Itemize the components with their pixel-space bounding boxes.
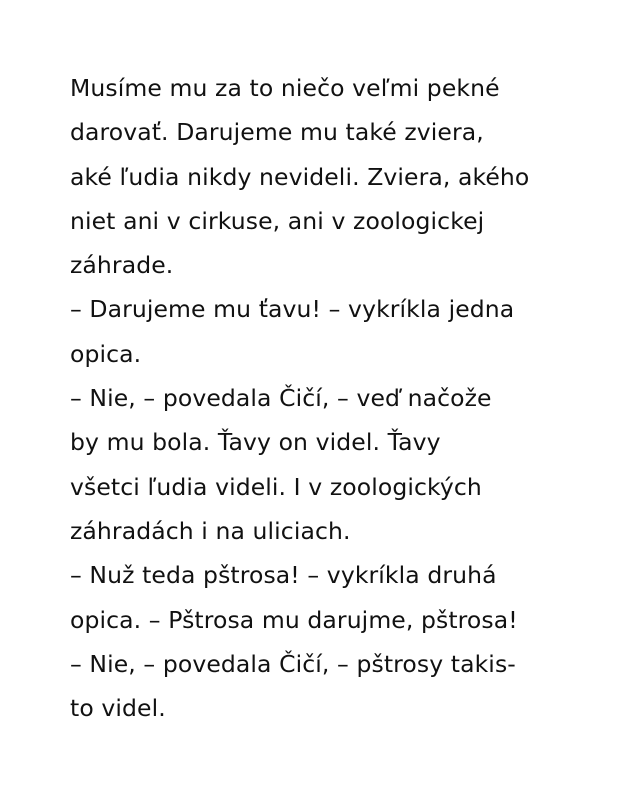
text-line-14: – Nie, – povedala Čičí, – pštrosy takis-: [70, 649, 516, 678]
text-line-1: Musíme mu za to niečo veľmi pekné: [70, 74, 500, 102]
text-line-10: všetci ľudia videli. I v zoologických: [70, 472, 482, 501]
text-line-7: opica.: [70, 339, 142, 368]
text-line-6: – Darujeme mu ťavu! – vykríkla jedna: [70, 295, 515, 324]
book-text: [70, 66, 610, 730]
text-line-3: aké ľudia nikdy nevideli. Zviera, akého: [70, 162, 530, 191]
text-line-8: – Nie, – povedala Čičí, – veď načože: [70, 384, 492, 413]
text-line-2: darovať. Darujeme mu také zviera,: [70, 118, 484, 147]
text-line-13: opica. – Pštrosa mu darujme, pštrosa!: [70, 605, 518, 634]
text-line-11: záhradách i na uliciach.: [70, 516, 351, 545]
text-line-5: záhrade.: [70, 251, 174, 280]
text-line-9: by mu bola. Ťavy on videl. Ťavy: [70, 428, 441, 457]
text-line-4: niet ani v cirkuse, ani v zoologickej: [70, 206, 485, 235]
text-line-12: – Nuž teda pštrosa! – vykríkla druhá: [70, 561, 497, 590]
text-line-15: to videl.: [70, 694, 166, 723]
